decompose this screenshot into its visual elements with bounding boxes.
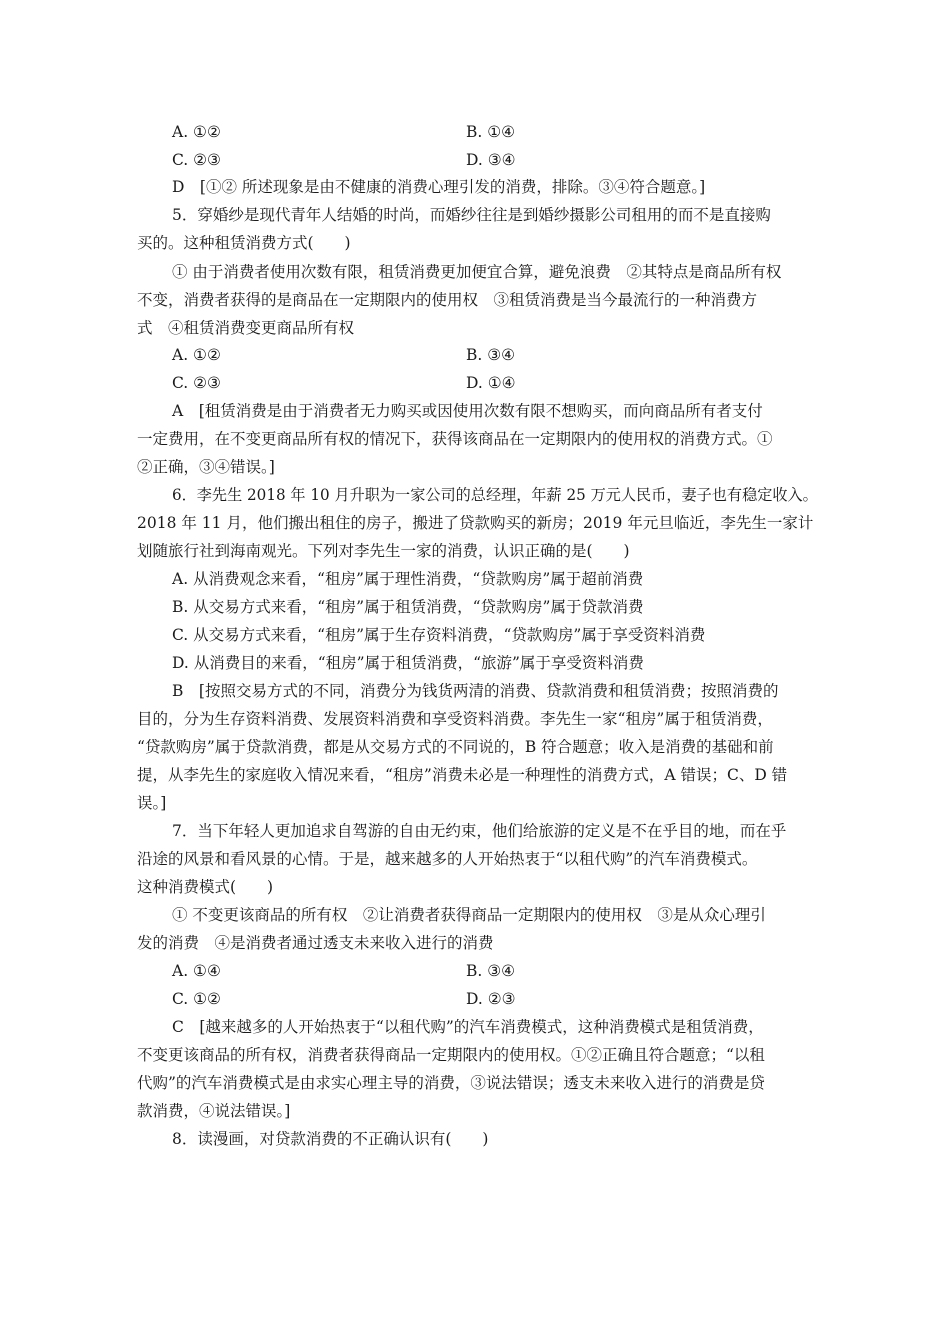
q5-stem-line-1: 5．穿婚纱是现代青年人结婚的时尚，而婚纱往往是到婚纱摄影公司租用的而不是直接购 — [172, 206, 771, 224]
q4-answer: D [①② 所述现象是由不健康的消费心理引发的消费，排除。③④符合题意。] — [172, 178, 706, 196]
q7-stem-line-3: 这种消费模式( ) — [137, 878, 274, 896]
q5-answer-line-2: 一定费用，在不变更商品所有权的情况下，获得该商品在一定期限内的使用权的消费方式。① — [137, 430, 773, 448]
q7-answer-line-1: C [越来越多的人开始热衷于“以租代购”的汽车消费模式，这种消费模式是租赁消费， — [172, 1018, 764, 1036]
q5-stem-line-2: 买的。这种租赁消费方式( ) — [137, 234, 351, 252]
q6-answer-line-3: “贷款购房”属于贷款消费，都是从交易方式的不同说的，B 符合题意；收入是消费的基础和前 — [137, 738, 774, 756]
q7-stem-line-1: 7．当下年轻人更加追求自驾游的自由无约束，他们给旅游的定义是不在乎目的地，而在乎 — [172, 822, 787, 840]
q8-stem: 8．读漫画，对贷款消费的不正确认识有( ) — [172, 1130, 489, 1148]
q6-stem-line-2: 2018 年 11 月，他们搬出租住的房子，搬进了贷款购买的新房；2019 年元旦临近，李先生一家计 — [137, 514, 814, 532]
q7-answer-line-3: 代购”的汽车消费模式是由求实心理主导的消费，③说法错误；透支未来收入进行的消费是贷 — [137, 1074, 765, 1092]
q6-answer-line-1: B [按照交易方式的不同，消费分为钱货两清的消费、贷款消费和租赁消费；按照消费的 — [172, 682, 779, 700]
q6-stem-line-1: 6．李先生 2018 年 10 月升职为一家公司的总经理，年薪 25 万元人民币，妻子也有稳定收入。 — [172, 486, 818, 504]
q7-option-c: C. ①② — [172, 990, 221, 1008]
q4-option-d: D. ③④ — [466, 151, 516, 169]
q7-statement-line-2: 发的消费 ④是消费者通过透支未来收入进行的消费 — [137, 934, 494, 952]
q6-option-b: B. 从交易方式来看，“租房”属于租赁消费，“贷款购房”属于贷款消费 — [172, 598, 644, 616]
q5-statement-line-3: 式 ④租赁消费变更商品所有权 — [137, 319, 355, 337]
q6-answer-line-2: 目的，分为生存资料消费、发展资料消费和享受资料消费。李先生一家“租房”属于租赁消费， — [137, 710, 773, 728]
q5-statement-line-2: 不变，消费者获得的是商品在一定期限内的使用权 ③租赁消费是当今最流行的一种消费方 — [137, 291, 758, 309]
q6-option-d: D. 从消费目的来看，“租房”属于租赁消费，“旅游”属于享受资料消费 — [172, 654, 644, 672]
q5-option-a: A. ①② — [172, 346, 221, 364]
q5-answer-line-1: A [租赁消费是由于消费者无力购买或因使用次数有限不想购买，而向商品所有者支付 — [172, 402, 763, 420]
q5-answer-line-3: ②正确，③④错误。] — [137, 458, 275, 476]
q6-answer-line-4: 提，从李先生的家庭收入情况来看，“租房”消费未必是一种理性的消费方式，A 错误；C、D 错 — [137, 766, 788, 784]
q5-option-d: D. ①④ — [466, 374, 516, 392]
q4-option-a: A. ①② — [172, 123, 221, 141]
q7-option-d: D. ②③ — [466, 990, 516, 1008]
q7-option-b: B. ③④ — [466, 962, 516, 980]
q7-option-a: A. ①④ — [172, 962, 221, 980]
q6-option-c: C. 从交易方式来看，“租房”属于生存资料消费，“贷款购房”属于享受资料消费 — [172, 626, 706, 644]
q7-statement-line-1: ① 不变更该商品的所有权 ②让消费者获得商品一定期限内的使用权 ③是从众心理引 — [172, 906, 766, 924]
q7-stem-line-2: 沿途的风景和看风景的心情。于是，越来越多的人开始热衷于“以租代购”的汽车消费模式。 — [137, 850, 758, 868]
q5-option-b: B. ③④ — [466, 346, 516, 364]
q6-answer-line-5: 误。] — [137, 794, 167, 812]
q7-answer-line-4: 款消费，④说法错误。] — [137, 1102, 291, 1120]
q5-option-c: C. ②③ — [172, 374, 221, 392]
q4-option-b: B. ①④ — [466, 123, 516, 141]
q4-option-c: C. ②③ — [172, 151, 221, 169]
q6-option-a: A. 从消费观念来看，“租房”属于理性消费，“贷款购房”属于超前消费 — [172, 570, 644, 588]
q5-statement-line-1: ① 由于消费者使用次数有限，租赁消费更加便宜合算，避免浪费 ②其特点是商品所有权 — [172, 263, 782, 281]
q6-stem-line-3: 划随旅行社到海南观光。下列对李先生一家的消费，认识正确的是( ) — [137, 542, 630, 560]
q7-answer-line-2: 不变更该商品的所有权，消费者获得商品一定期限内的使用权。①②正确且符合题意；“以租 — [137, 1046, 765, 1064]
